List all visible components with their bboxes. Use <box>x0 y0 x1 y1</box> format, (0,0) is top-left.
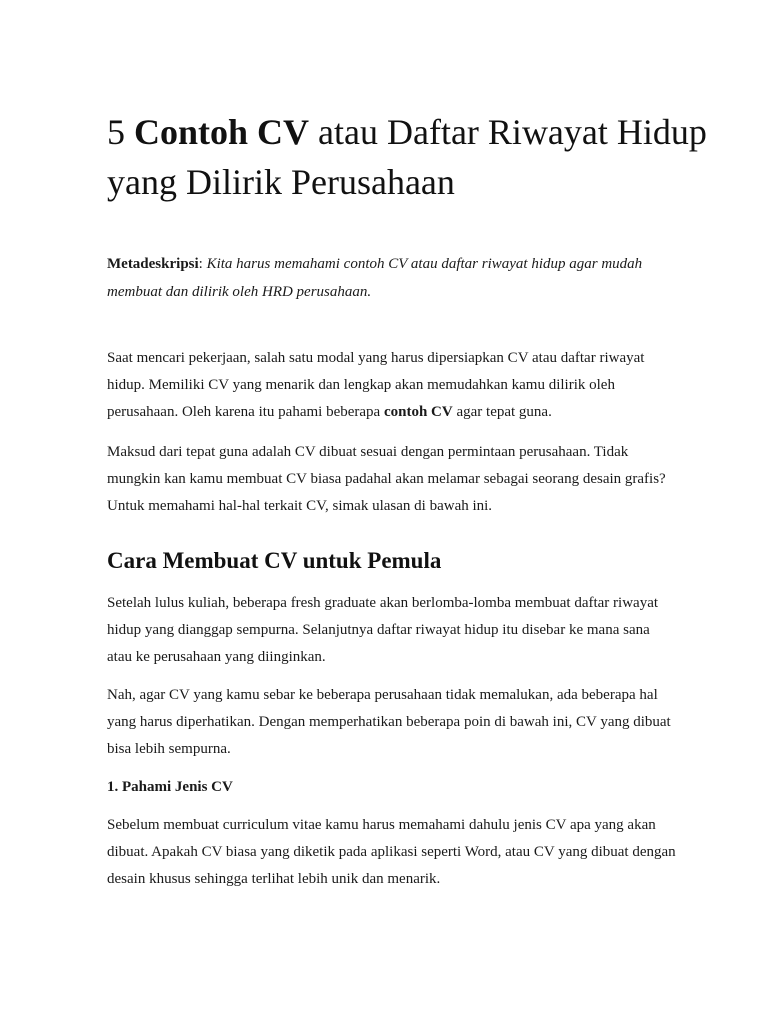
meta-separator: : <box>198 256 207 272</box>
meta-label: Metadeskripsi <box>107 256 199 272</box>
document-title <box>107 107 707 207</box>
intro-p1-before: Saat mencari pekerjaan, salah satu modal yang harus dipersiapkan CV atau daftar riwayat hidup. Memiliki CV yang menarik dan lengkap akan memudahkan kamu dilirik oleh perusahaan. Oleh karena itu pahami beberapa <box>107 350 645 420</box>
section-paragraph-1: Setelah lulus kuliah, beberapa fresh graduate akan berlomba-lomba membuat daftar riwayat hidup yang dianggap sempurna. Selanjutnya daftar riwayat hidup itu disebar ke mana sana atau ke perusahaan yang diinginkan. <box>107 595 659 665</box>
meta-text: Kita harus memahami contoh CV atau daftar riwayat hidup agar mudah membuat dan dilirik oleh HRD perusahaan. <box>107 256 643 300</box>
section-heading: Cara Membuat CV untuk Pemula <box>107 548 442 573</box>
title-bold-keyword: Contoh CV <box>134 112 310 152</box>
intro-p1-bold: contoh CV <box>383 404 453 420</box>
subheading-1: 1. Pahami Jenis CV <box>107 779 233 795</box>
title-prefix: 5 <box>107 112 134 152</box>
intro-paragraph-2: Maksud dari tepat guna adalah CV dibuat sesuai dengan permintaan perusahaan. Tidak mungkin kan kamu membuat CV biasa padahal akan melamar sebagai seorang desain grafis? Untuk memahami hal-hal terkait CV, simak ulasan di bawah ini. <box>107 444 666 514</box>
intro-paragraph-1 <box>107 345 677 426</box>
section-paragraph-2: Nah, agar CV yang kamu sebar ke beberapa perusahaan tidak memalukan, ada beberapa hal yang harus diperhatikan. Dengan memperhatikan beberapa poin di bawah ini, CV yang dibuat bisa lebih sempurna. <box>107 687 671 757</box>
meta-description <box>107 250 667 306</box>
intro-p1-after: agar tepat guna. <box>452 404 552 420</box>
title-suffix: atau Daftar Riwayat Hidup yang Dilirik Perusahaan <box>107 112 707 202</box>
subsection-paragraph-1: Sebelum membuat curriculum vitae kamu harus memahami dahulu jenis CV apa yang akan dibuat. Apakah CV biasa yang diketik pada aplikasi seperti Word, atau CV yang dibuat dengan desain khusus sehingga terlihat lebih unik dan menarik. <box>107 817 676 887</box>
